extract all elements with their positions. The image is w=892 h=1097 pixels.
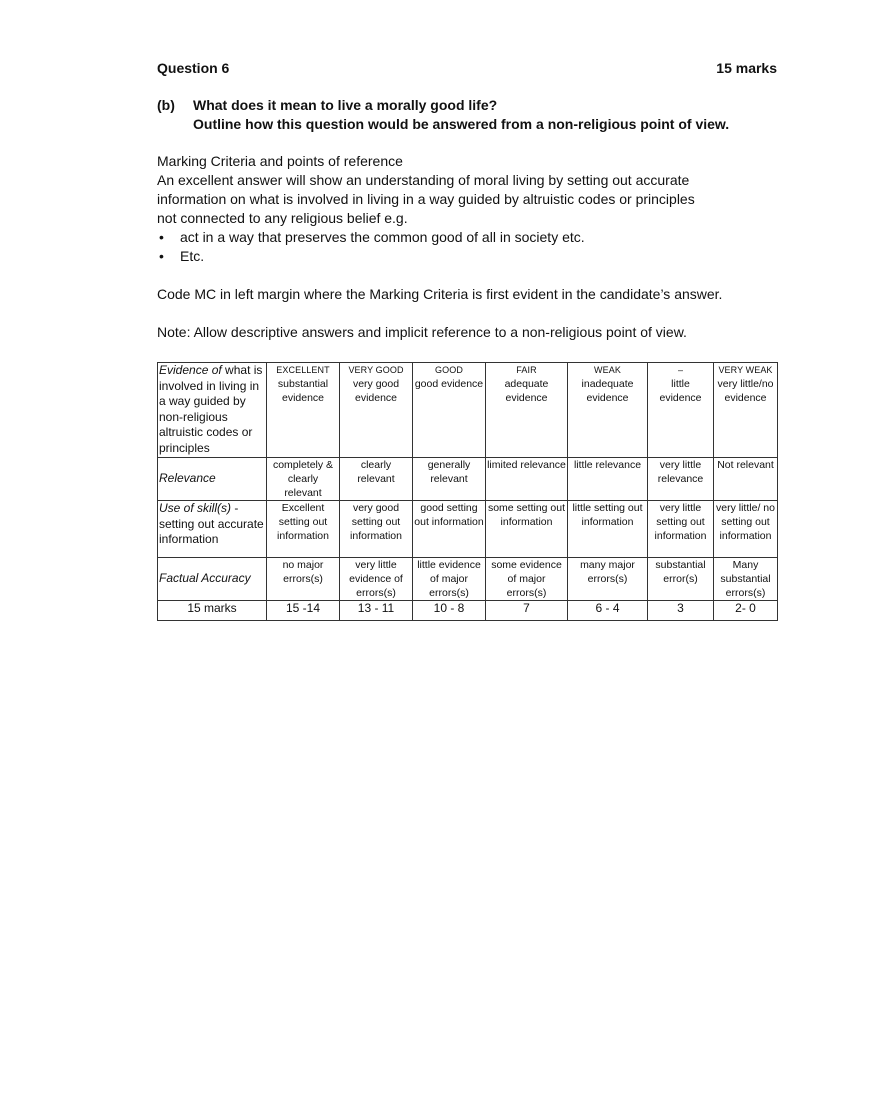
table-cell: FAIR adequate evidence: [486, 363, 568, 458]
marks-cell: 13 - 11: [340, 601, 413, 621]
table-cell: some setting out information: [486, 501, 568, 558]
marks-cell: 3: [648, 601, 714, 621]
table-cell: generally relevant: [413, 458, 486, 501]
table-row: [158, 458, 778, 501]
question-header: [157, 58, 777, 78]
marks-cell: 10 - 8: [413, 601, 486, 621]
row-header-evidence: Evidence of what is involved in living in a way guided by non-religious altruistic codes or principles: [158, 363, 267, 458]
document-page: [157, 58, 777, 342]
part-line-2: Outline how this question would be answered from a non-religious point of view.: [193, 116, 730, 132]
table-row: [158, 601, 778, 621]
question-title: Question 6: [157, 60, 230, 76]
table-cell: very good setting out information: [340, 501, 413, 558]
part-line-1: What does it mean to live a morally good life?: [193, 97, 498, 113]
question-part: [157, 96, 777, 134]
row-header-relevance: Relevance: [158, 458, 267, 501]
part-text: [193, 96, 729, 134]
criteria-line: An excellent answer will show an understanding of moral living by setting out accurate: [157, 172, 690, 188]
bullet-item: • Etc.: [157, 247, 777, 266]
criteria-bullets: [157, 228, 777, 266]
table-row: [158, 363, 778, 458]
table-cell: EXCELLENT substantial evidence: [267, 363, 340, 458]
code-note: Code MC in left margin where the Marking Criteria is first evident in the candidate’s answer.: [157, 286, 723, 302]
table-cell: Not relevant: [714, 458, 778, 501]
criteria-line: information on what is involved in living in a way guided by altruistic codes or principles: [157, 191, 695, 207]
table-cell: Many substantial errors(s): [714, 558, 778, 601]
table-cell: very little setting out information: [648, 501, 714, 558]
marks-cell: 15 -14: [267, 601, 340, 621]
table-cell: very little relevance: [648, 458, 714, 501]
table-cell: little relevance: [568, 458, 648, 501]
table-cell: limited relevance: [486, 458, 568, 501]
table-cell: very little evidence of errors(s): [340, 558, 413, 601]
table-cell: clearly relevant: [340, 458, 413, 501]
table-cell: little setting out information: [568, 501, 648, 558]
row-header-marks: 15 marks: [158, 601, 267, 621]
table-row: [158, 501, 778, 558]
table-cell: little evidence of major errors(s): [413, 558, 486, 601]
table-cell: GOOD good evidence: [413, 363, 486, 458]
table-cell: VERY WEAK very little/no evidence: [714, 363, 778, 458]
allow-note: Note: Allow descriptive answers and implicit reference to a non-religious point of view.: [157, 324, 687, 340]
marking-criteria: [157, 152, 777, 342]
table-cell: no major errors(s): [267, 558, 340, 601]
table-cell: Excellent setting out information: [267, 501, 340, 558]
table-cell: some evidence of major errors(s): [486, 558, 568, 601]
row-header-accuracy: Factual Accuracy: [158, 558, 267, 601]
table-cell: substantial error(s): [648, 558, 714, 601]
table-cell: very little/ no setting out information: [714, 501, 778, 558]
bullet-item: • act in a way that preserves the common good of all in society etc.: [157, 228, 777, 247]
marks-cell: 2- 0: [714, 601, 778, 621]
row-header-skills: Use of skill(s) - setting out accurate information: [158, 501, 267, 558]
question-marks: 15 marks: [716, 60, 777, 76]
table-cell: many major errors(s): [568, 558, 648, 601]
table-cell: VERY GOOD very good evidence: [340, 363, 413, 458]
table-cell: good setting out information: [413, 501, 486, 558]
table-row: [158, 558, 778, 601]
marking-scheme-table: [157, 362, 778, 621]
marks-cell: 6 - 4: [568, 601, 648, 621]
table-cell: completely & clearly relevant: [267, 458, 340, 501]
marks-cell: 7: [486, 601, 568, 621]
criteria-heading: Marking Criteria and points of reference: [157, 153, 403, 169]
table-cell: – little evidence: [648, 363, 714, 458]
criteria-line: not connected to any religious belief e.g.: [157, 210, 408, 226]
part-label: (b): [157, 97, 175, 113]
table-cell: WEAK inadequate evidence: [568, 363, 648, 458]
